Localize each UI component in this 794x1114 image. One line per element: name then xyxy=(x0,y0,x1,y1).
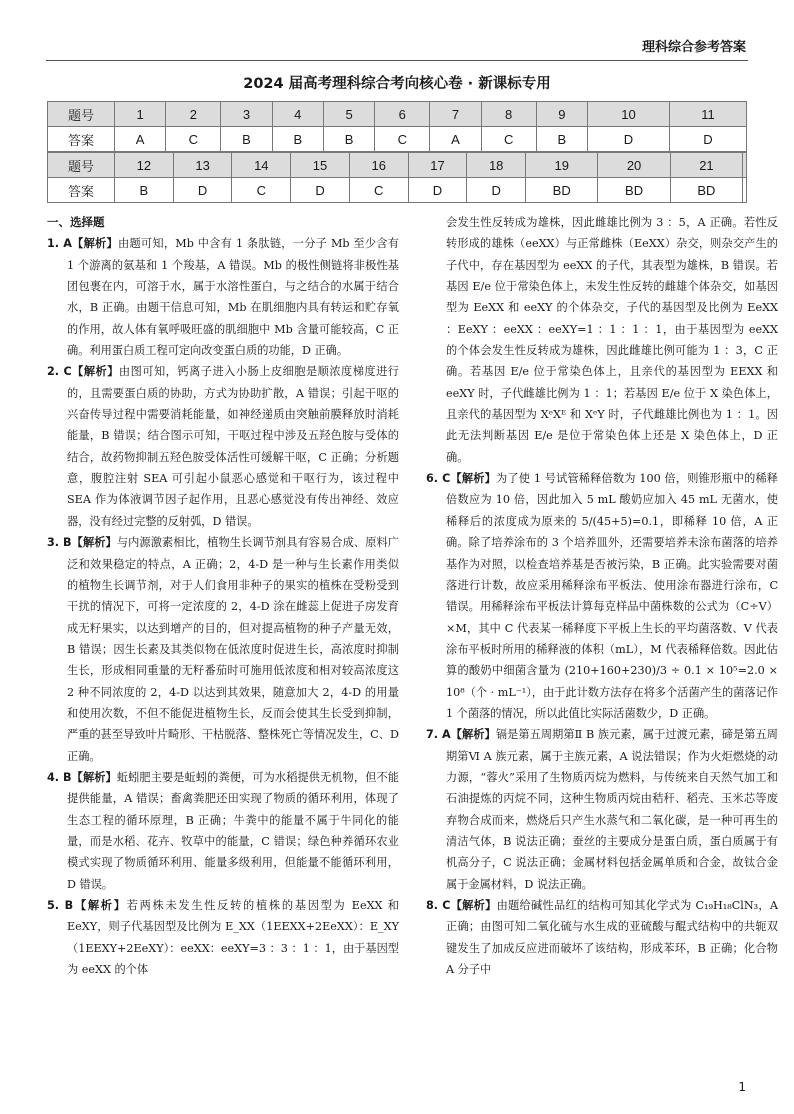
answer-key: B【解析】 xyxy=(63,536,117,550)
question-number-cell: 14 xyxy=(232,153,291,178)
question-number-cell: 13 xyxy=(173,153,232,178)
answer-explanation xyxy=(47,895,399,980)
answer-cell: B xyxy=(221,127,272,152)
answer-cell: B xyxy=(272,127,323,152)
question-number-cell: 3 xyxy=(221,102,272,127)
question-number-cell: 4 xyxy=(272,102,323,127)
answer-cell xyxy=(743,178,747,203)
item-number: 8. xyxy=(426,899,443,912)
question-number-row xyxy=(48,153,747,178)
explanation-text: 由题可知，Mb 中含有 1 条肽链，一分子 Mb 至少含有 1 个游离的氨基和 1 个羧基，A 错误。Mb 的极性侧链将非极性基团包裹在内，可溶于水，属于水溶性蛋白，与之结合的水属于结合水，B 正确。由题干信息可知，Mb 在肌细胞内具有转运和贮存氧的作用，故人体有氧呼吸旺盛的肌细胞中 Mb 含量可能较高，C 正确。利用蛋白质工程可定向改变蛋白质的功能，D 正确。 xyxy=(67,237,399,358)
question-number-cell: 16 xyxy=(349,153,408,178)
question-number-cell: 11 xyxy=(670,102,747,127)
answer-cell: D xyxy=(670,127,747,152)
item-number: 6. xyxy=(426,472,443,486)
item-number: 3. xyxy=(47,536,64,550)
answer-cell: BD xyxy=(526,178,598,203)
question-number-label: 题号 xyxy=(48,153,115,178)
answer-cell: C xyxy=(232,178,291,203)
answer-cell: C xyxy=(375,127,430,152)
answer-explanation xyxy=(47,233,399,361)
header-rule xyxy=(46,60,748,61)
answer-key: A【解析】 xyxy=(442,728,496,742)
page-number: 1 xyxy=(738,1080,746,1094)
answer-explanation xyxy=(47,767,399,895)
answer-key: C【解析】 xyxy=(442,472,496,486)
question-number-cell: 6 xyxy=(375,102,430,127)
answer-key: C【解析】 xyxy=(63,365,119,379)
question-number-row xyxy=(48,102,747,127)
answer-label: 答案 xyxy=(48,178,115,203)
answer-cell: C xyxy=(481,127,536,152)
question-number-cell: 12 xyxy=(115,153,174,178)
question-number-cell: 19 xyxy=(526,153,598,178)
explanation-text: 由图可知，钙离子进入小肠上皮细胞是顺浓度梯度进行的，且需要蛋白质的协助，方式为协助扩散，A 错误；引起干呕的兴奋传导过程中需要消耗能量，如神经递质由突触前膜释放时消耗能量，B 错误；结合图示可知，干呕过程中涉及五羟色胺与受体的结合，故药物抑制五羟色胺受体活性可缓解干呕，C 正确；分析题意，腹腔注射 SEA 可引起小鼠恶心感觉和干呕行为，该过程中 SEA 作为体液调节因子起作用，且恶心感觉没有传出神经、效应器，没有经过完整的反射弧，D 错误。 xyxy=(67,365,399,528)
answer-cell: C xyxy=(166,127,221,152)
question-number-cell: 10 xyxy=(587,102,669,127)
answer-cell: A xyxy=(430,127,481,152)
answer-explanation xyxy=(47,361,399,532)
item-number: 7. xyxy=(426,728,443,742)
explanation-text: 与内源激素相比，植物生长调节剂具有容易合成、原料广泛和效果稳定的特点，A 正确；2，4-D 是一种与生长素作用类似的植物生长调节剂，对于人们食用非种子的果实的植株在受粉受到干扰的情况下，可将一定浓度的 2，4-D 涂在雌蕊上促进子房发育成无籽果实，以达到增产的目的，但对提高植物的种子产量无效，B 错误；因生长素及其类似物在低浓度时促进生长，高浓度时抑制生长，形成相同重量的无籽番茄时可施用低浓度和相对较高浓度这 2 种不同浓度的 2，4-D 以达到其效果，随意加大 2，4-D 的用量和使用次数，不但不能促进植物生长，反而会使其生长受到抑制，严重的甚至导致叶片畸形、干枯脱落、整株死亡等情况发生，C、D 正确。 xyxy=(67,536,399,763)
answer-cell: D xyxy=(173,178,232,203)
answer-cell: BD xyxy=(670,178,742,203)
answer-explanation xyxy=(426,468,778,724)
answer-cell: D xyxy=(408,178,467,203)
answer-key: B【解析】 xyxy=(63,770,117,784)
answer-cell: C xyxy=(349,178,408,203)
answer-row xyxy=(48,127,747,152)
answer-explanation xyxy=(426,895,778,980)
left-column xyxy=(47,212,399,980)
item-number: 2. xyxy=(47,365,64,379)
explanation-text: 蚯蚓肥主要是蚯蚓的粪便，可为水稻提供无机物，但不能提供能量，A 错误；畜禽粪肥还田实现了物质的循环利用，体现了生态工程的循环原理，B 正确；牛粪中的能量不属于牛同化的能量，而是水稻、花卉、牧草中的能量，C 错误；绿色种养循环农业模式实现了物质循环利用、能量多级利用，但能量不能循环利用，D 错误。 xyxy=(67,770,399,891)
page-title: 2024 届高考理科综合考向核心卷 · 新课标专用 xyxy=(243,76,551,92)
answer-cell: B xyxy=(536,127,587,152)
section-heading: 一、选择题 xyxy=(47,215,105,229)
item-number: 5. xyxy=(47,899,65,912)
question-number-cell: 2 xyxy=(166,102,221,127)
answer-cell: A xyxy=(115,127,166,152)
answer-label: 答案 xyxy=(48,127,115,152)
question-number-cell: 17 xyxy=(408,153,467,178)
answer-explanation xyxy=(426,724,778,895)
answer-cell: D xyxy=(587,127,669,152)
item-number: 1. xyxy=(47,237,64,251)
answer-row xyxy=(48,178,747,203)
answer-cell: BD xyxy=(598,178,670,203)
continued-explanation: 会发生性反转成为雄株，因此雌雄比例为 3 ：5，A 正确。若性反转形成的雄株（eeXX）与正常雌株（EeXX）杂交，则杂交产生的子代中，存在基因型为 eeXX 的子代，其表型为雄株，B 错误。若基因 E/e 位于常染色体上，未发生性反转的雌雄个体杂交，如基因型为 EeXX 和 eeXY 的个体杂交，子代的基因型及比例为 EeXX ：EeXY ：eeXX ：eeXY=1 ：1 ：1 ：1，由于基因型为 eeXX 的个体会发生性反转成为雄株，因此雌雄比例可能为 1 ：3，C 正确。若基因 E/e 位于常染色体上，且亲代的基因型为 EEXX 和 eeXY 时，子代雌雄比例为 1 ：1；若基因 E/e 位于 X 染色体上，且亲代的基因型为 XᵉXᴱ 和 XᵉY 时，子代雌雄比例也为 1 ：1。因此无法判断基因 E/e 是位于常染色体上还是 X 染色体上，D 正确。 xyxy=(446,216,778,464)
answer-table-2 xyxy=(47,152,747,203)
explanation-text: 为了使 1 号试管稀释倍数为 100 倍，则锥形瓶中的稀释倍数应为 10 倍，因此加入 5 mL 酸奶应加入 45 mL 无菌水，使稀释后的浓度成为原来的 5/(45+5)=0.1，即稀释 10 倍，A 正确。除了培养涂布的 3 个培养皿外，还需要培养未涂布菌落的培养基作为对照，以检查培养基是否被污染，B 正确。此实验需要对菌落进行计数，故应采用稀释涂布平板法、使用涂布器进行涂布，C 错误。用稀释涂布平板法计算每克样品中菌株数的公式为（C÷V）×M，其中 C 代表某一稀释度下平板上生长的平均菌落数、V 代表涂布平板时所用的稀释液的体积（mL），M 代表稀释倍数。因此估算的酸奶中细菌含量为 (210+160+230)/3 ÷ 0.1 × 10⁵=2.0 × 10⁸（个 · mL⁻¹），由于此计数方法存在将多个活菌产生的菌落记作 1 个菌落的情况，所以此值比实际活菌数少，D 正确。 xyxy=(446,472,778,720)
question-number-cell: 1 xyxy=(115,102,166,127)
explanation-text: 镉是第五周期第Ⅱ B 族元素，属于过渡元素，碲是第五周期第Ⅵ A 族元素，属于主族元素，A 说法错误；作为火炬燃烧的动力源，“蓉火”采用了生物质丙烷为燃料，与传统来自天然气加工和石油提炼的丙烷不同，这种生物质丙烷由秸秆、稻壳、玉米芯等废弃物合成而来，燃烧后只产生水蒸气和二氧化碳，是一种可再生的清洁气体，B 说法正确；蚕丝的主要成分是蛋白质，蛋白质属于有机高分子，C 说法正确；金属材料包括金属单质和合金，故钛合金属于金属材料，D 说法正确。 xyxy=(446,728,778,891)
document-header: 理科综合参考答案 xyxy=(641,40,746,55)
question-number-label: 题号 xyxy=(48,102,115,127)
question-number-cell: 7 xyxy=(430,102,481,127)
question-number-cell: 8 xyxy=(481,102,536,127)
question-number-cell: 18 xyxy=(467,153,526,178)
explanation-text: 若两株未发生性反转的植株的基因型为 EeXX 和 EeXY，则子代基因型及比例为 E_XX（1EEXX+2EeXX）：E_XY（1EEXY+2EeXY）：eeXX：eeXY=3 ：3 ：1 ：1，由于基因型为 eeXX 的个体 xyxy=(67,899,399,977)
answer-cell: B xyxy=(323,127,374,152)
answer-cell: D xyxy=(291,178,350,203)
answer-key: C【解析】 xyxy=(442,899,497,912)
answer-key: A【解析】 xyxy=(63,237,118,251)
answer-table-1 xyxy=(47,101,747,152)
explanation-text: 由题给碱性品红的结构可知其化学式为 C₁₉H₁₈ClN₃，A 正确；由图可知二氧化硫与水生成的亚硫酸与醌式结构中的共轭双键发生了加成反应进而破坏了该结构，形成苯环，B 正确；化合物 A 分子中 xyxy=(446,899,778,977)
question-number-cell xyxy=(743,153,747,178)
question-number-cell: 21 xyxy=(670,153,742,178)
question-number-cell: 9 xyxy=(536,102,587,127)
question-number-cell: 20 xyxy=(598,153,670,178)
question-number-cell: 15 xyxy=(291,153,350,178)
right-column xyxy=(426,212,778,980)
answer-cell: B xyxy=(115,178,174,203)
question-number-cell: 5 xyxy=(323,102,374,127)
item-number: 4. xyxy=(47,770,64,784)
answer-explanation xyxy=(47,532,399,767)
answer-cell: D xyxy=(467,178,526,203)
answer-key: B【解析】 xyxy=(64,899,127,912)
